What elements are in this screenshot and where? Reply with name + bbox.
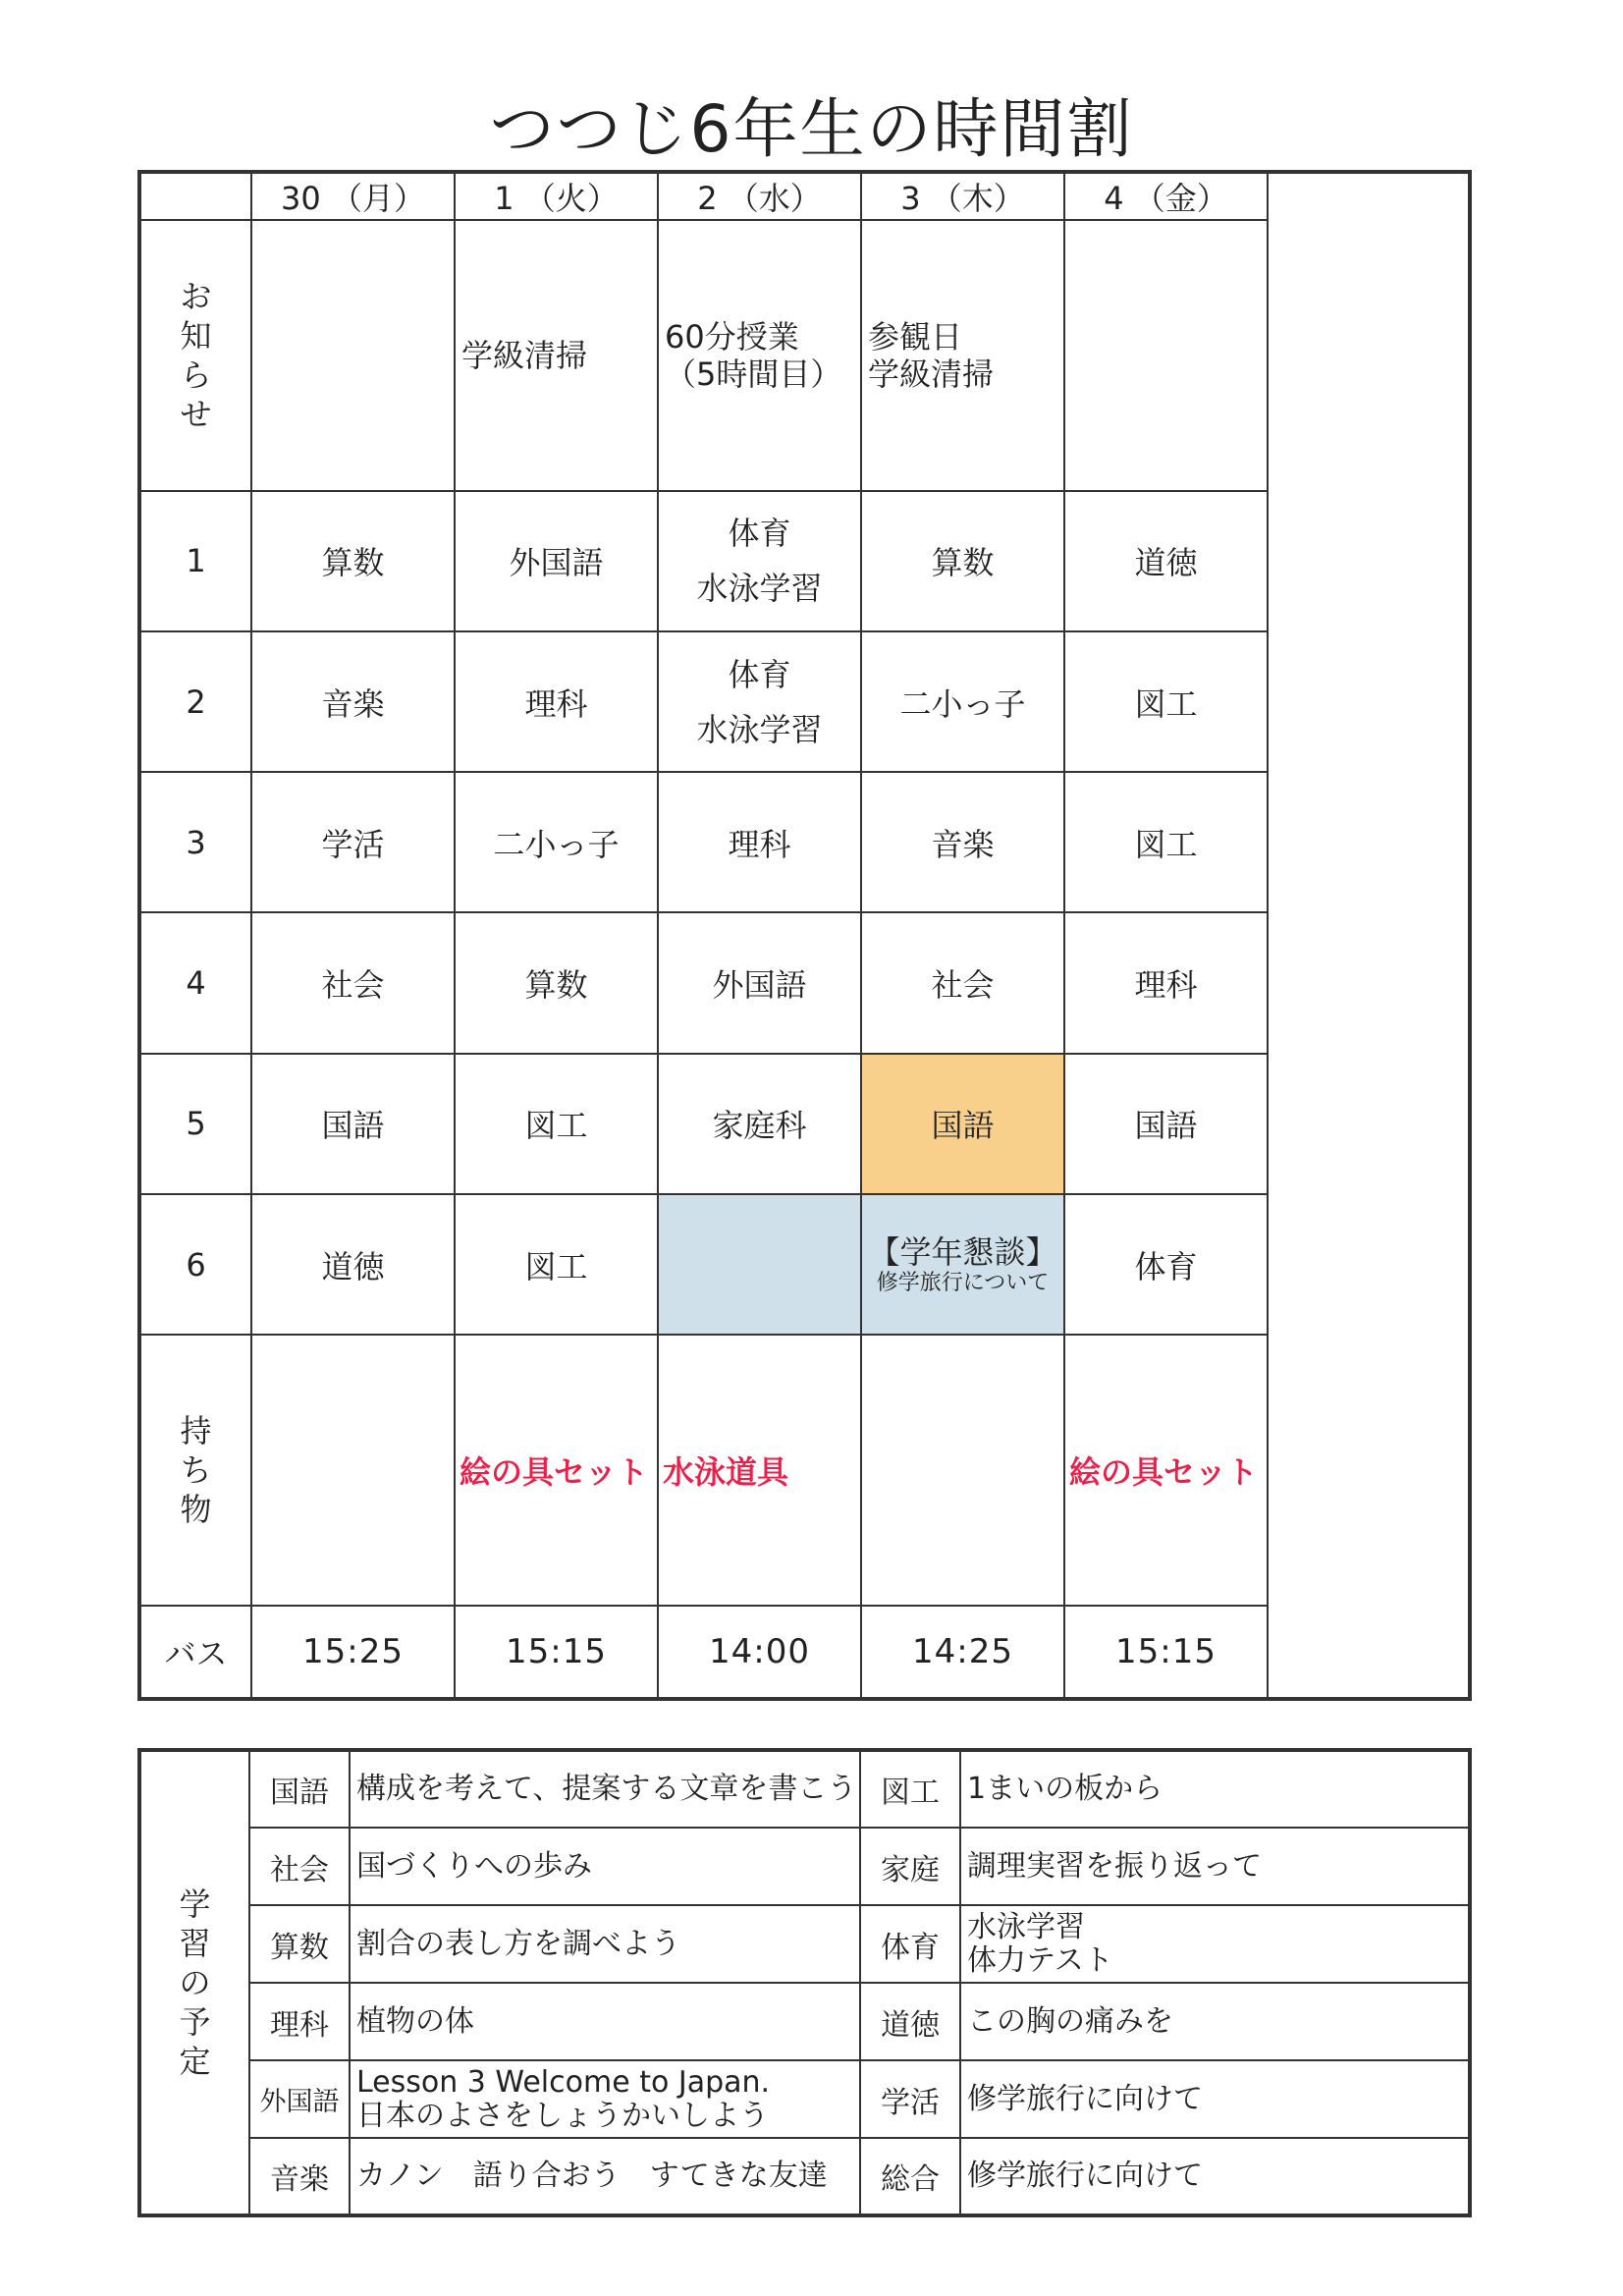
- plan-subject: 理科: [249, 1983, 350, 2060]
- plan-subject: 家庭: [860, 1828, 960, 1905]
- class-cell: 体育 水泳学習: [658, 631, 861, 772]
- plan-subject: 学活: [860, 2060, 960, 2138]
- plan-row: [139, 2138, 1470, 2215]
- page-title: つつじ6年生の時間割: [489, 91, 1134, 167]
- timetable: [137, 170, 1472, 1701]
- class-cell: 理科: [455, 631, 658, 772]
- items-cell: [861, 1335, 1064, 1606]
- notice-cell: 学級清掃: [455, 220, 658, 491]
- plan-description: 割合の表し方を調べよう: [350, 1905, 860, 1983]
- class-cell: 道徳: [1064, 491, 1268, 631]
- class-cell: 二小っ子: [455, 772, 658, 912]
- day-header: 3 （木）: [861, 172, 1064, 220]
- plan-description: 植物の体: [350, 1983, 860, 2060]
- day-header: 2 （水）: [658, 172, 861, 220]
- class-cell-highlighted: 【学年懇談】 修学旅行について: [861, 1194, 1064, 1335]
- bus-label: バス: [139, 1606, 251, 1699]
- class-cell: 外国語: [455, 491, 658, 631]
- plan-description: 構成を考えて、提案する文章を書こう: [350, 1750, 860, 1828]
- items-cell: [251, 1335, 455, 1606]
- class-cell: 算数: [455, 912, 658, 1053]
- notice-cell: 参観日 学級清掃: [861, 220, 1064, 491]
- class-cell: 国語: [251, 1054, 455, 1194]
- class-cell: 国語: [1064, 1054, 1268, 1194]
- plan-description: Lesson 3 Welcome to Japan. 日本のよさをしょうかいしよう: [350, 2060, 860, 2138]
- class-cell: 外国語: [658, 912, 861, 1053]
- plan-subject: 外国語: [249, 2060, 350, 2138]
- plan-description: 修学旅行に向けて: [960, 2138, 1470, 2215]
- items-cell: 水泳道具: [658, 1335, 861, 1606]
- plan-description: カノン 語り合おう すてきな友達: [350, 2138, 860, 2215]
- plan-description: 調理実習を振り返って: [960, 1828, 1470, 1905]
- class-cell: 音楽: [861, 772, 1064, 912]
- notice-label: お 知 ら せ: [139, 220, 251, 491]
- plan-row: [139, 1750, 1470, 1828]
- notice-cell: [1064, 220, 1268, 491]
- period-number: 1: [139, 491, 251, 631]
- class-cell: 二小っ子: [861, 631, 1064, 772]
- class-cell: 図工: [455, 1054, 658, 1194]
- class-cell: 体育: [1064, 1194, 1268, 1335]
- class-cell: 音楽: [251, 631, 455, 772]
- plan-subject: 社会: [249, 1828, 350, 1905]
- notice-cell: 60分授業 （5時間目）: [658, 220, 861, 491]
- plan-subject: 図工: [860, 1750, 960, 1828]
- study-plan-table: [137, 1748, 1472, 2217]
- day-header-row: [139, 172, 1470, 220]
- plan-row: [139, 1983, 1470, 2060]
- plan-description: 修学旅行に向けて: [960, 2060, 1470, 2138]
- plan-description: この胸の痛みを: [960, 1983, 1470, 2060]
- class-cell: 理科: [1064, 912, 1268, 1053]
- class-cell-highlighted: 国語: [861, 1054, 1064, 1194]
- plan-subject: 道徳: [860, 1983, 960, 2060]
- class-cell: 社会: [861, 912, 1064, 1053]
- bus-time: 15:25: [251, 1606, 455, 1699]
- plan-description: 1まいの板から: [960, 1750, 1470, 1828]
- blank-margin-column: [1268, 172, 1470, 1699]
- class-cell: 社会: [251, 912, 455, 1053]
- class-cell: 図工: [455, 1194, 658, 1335]
- period-number: 6: [139, 1194, 251, 1335]
- bus-time: 15:15: [1064, 1606, 1268, 1699]
- items-cell: 絵の具セット: [455, 1335, 658, 1606]
- notice-cell: [251, 220, 455, 491]
- plan-description: 国づくりへの歩み: [350, 1828, 860, 1905]
- class-cell: 図工: [1064, 772, 1268, 912]
- plan-subject: 国語: [249, 1750, 350, 1828]
- class-cell: 道徳: [251, 1194, 455, 1335]
- plan-row: [139, 1828, 1470, 1905]
- period-number: 4: [139, 912, 251, 1053]
- plan-subject: 総合: [860, 2138, 960, 2215]
- day-header: 4 （金）: [1064, 172, 1268, 220]
- plan-subject: 音楽: [249, 2138, 350, 2215]
- class-cell-highlighted: [658, 1194, 861, 1335]
- plan-row: [139, 2060, 1470, 2138]
- day-header: 1 （火）: [455, 172, 658, 220]
- period-number: 5: [139, 1054, 251, 1194]
- day-header: 30 （月）: [251, 172, 455, 220]
- corner-cell: [139, 172, 251, 220]
- items-cell: 絵の具セット: [1064, 1335, 1268, 1606]
- period-number: 3: [139, 772, 251, 912]
- class-cell: 学活: [251, 772, 455, 912]
- class-cell: 家庭科: [658, 1054, 861, 1194]
- plan-subject: 体育: [860, 1905, 960, 1983]
- plan-row: [139, 1905, 1470, 1983]
- class-cell: 体育 水泳学習: [658, 491, 861, 631]
- bus-time: 14:25: [861, 1606, 1064, 1699]
- items-label: 持 ち 物: [139, 1335, 251, 1606]
- class-cell: 理科: [658, 772, 861, 912]
- class-cell: 図工: [1064, 631, 1268, 772]
- plan-label: 学 習 の 予 定: [139, 1750, 249, 2215]
- bus-time: 14:00: [658, 1606, 861, 1699]
- bus-time: 15:15: [455, 1606, 658, 1699]
- class-cell: 算数: [251, 491, 455, 631]
- period-number: 2: [139, 631, 251, 772]
- plan-subject: 算数: [249, 1905, 350, 1983]
- plan-description: 水泳学習 体力テスト: [960, 1905, 1470, 1983]
- class-cell: 算数: [861, 491, 1064, 631]
